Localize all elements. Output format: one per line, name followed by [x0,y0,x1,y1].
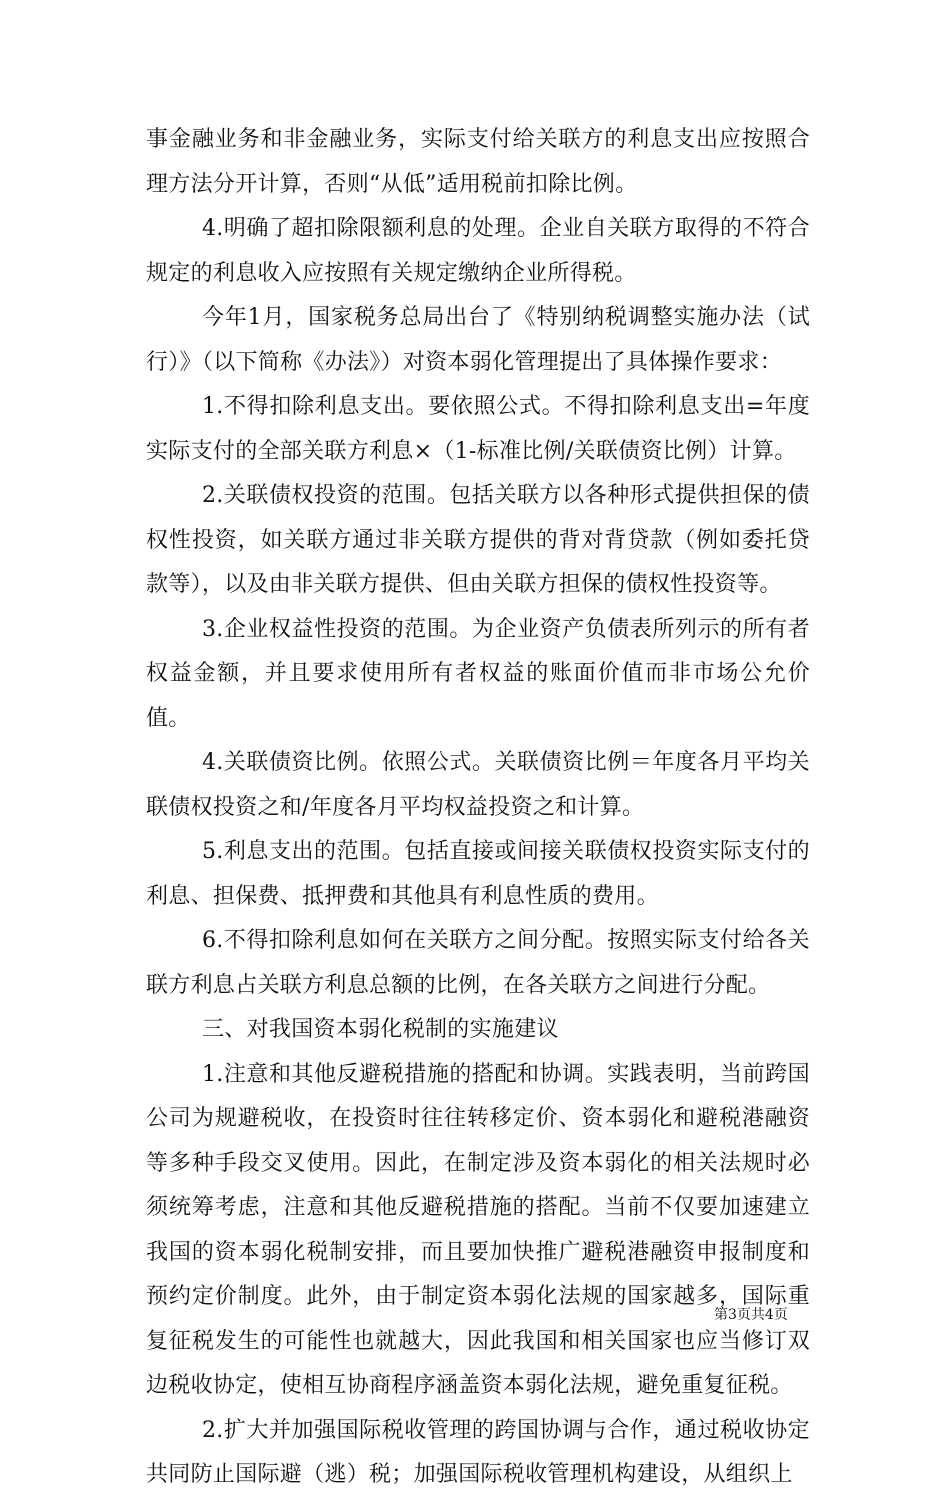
paragraph-8: 5.利息支出的范围。包括直接或间接关联债权投资实际支付的利息、担保费、抵押费和其他具有利息性质的费用。 [146,839,810,909]
page-number-footer: 第3页共4页 [714,1307,788,1323]
paragraph-3: 今年1月，国家税务总局出台了《特别纳税调整实施办法（试行）》（以下简称《办法》）对资本弱化管理提出了具体操作要求： [146,305,810,375]
paragraph-12: 2.扩大并加强国际税收管理的跨国协调与合作，通过税收协定共同防止国际避（逃）税；加强国际税收管理机构建设，从组织上 [146,1417,810,1487]
paragraph-11: 1.注意和其他反避税措施的搭配和协调。实践表明，当前跨国公司为规避税收，在投资时往往转移定价、资本弱化和避税港融资等多种手段交叉使用。因此，在制定涉及资本弱化的相关法规时必须统筹考虑，注意和其他反避税措施的搭配。当前不仅要加速建立我国的资本弱化税制安排，而且要加快推广避税港融资申报制度和预约定价制度。此外，由于制定资本弱化法规的国家越多，国际重复征税发生的可能性也就越大，因此我国和相关国家也应当修订双边税收协定，使相互协商程序涵盖资本弱化法规，避免重复征税。 [146,1061,810,1398]
paragraph-9: 6.不得扣除利息如何在关联方之间分配。按照实际支付给各关联方利息占关联方利息总额的比例，在各关联方之间进行分配。 [146,928,810,998]
document-body [146,118,810,1498]
paragraph-1: 事金融业务和非金融业务，实际支付给关联方的利息支出应按照合理方法分开计算，否则“从低”适用税前扣除比例。 [146,127,810,197]
paragraph-4: 1.不得扣除利息支出。要依照公式。不得扣除利息支出=年度实际支付的全部关联方利息×（1-标准比例/关联债资比例）计算。 [146,394,810,464]
paragraph-2: 4.明确了超扣除限额利息的处理。企业自关联方取得的不符合规定的利息收入应按照有关规定缴纳企业所得税。 [146,216,810,286]
paragraph-7: 4.关联债资比例。依照公式。关联债资比例＝年度各月平均关联债权投资之和/年度各月平均权益投资之和计算。 [146,750,810,820]
paragraph-5: 2.关联债权投资的范围。包括关联方以各种形式提供担保的债权性投资，如关联方通过非关联方提供的背对背贷款（例如委托贷款等），以及由非关联方提供、但由关联方担保的债权性投资等。 [146,483,810,597]
paragraph-6: 3.企业权益性投资的范围。为企业资产负债表所列示的所有者权益金额，并且要求使用所有者权益的账面价值而非市场公允价值。 [146,616,810,731]
section-heading: 三、对我国资本弱化税制的实施建议 [202,1017,559,1042]
